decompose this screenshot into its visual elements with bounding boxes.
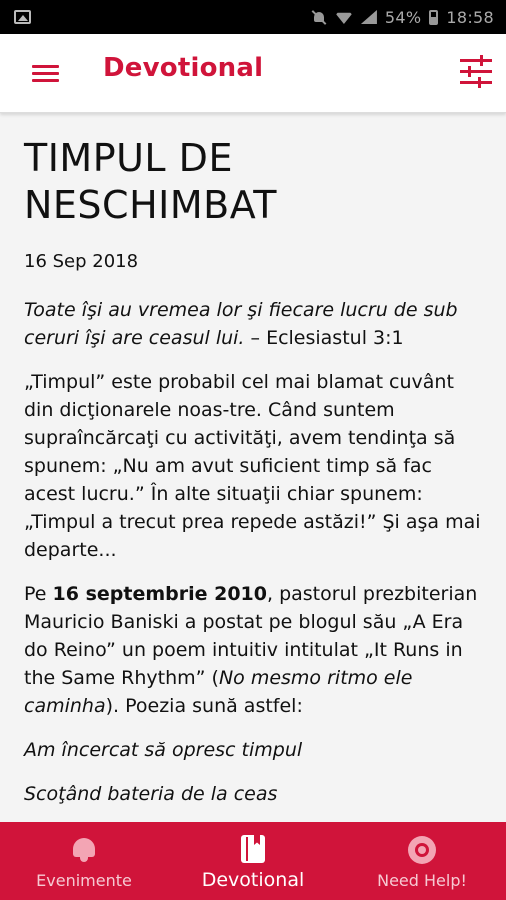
battery-icon [429,10,438,25]
nav-label-devotional: Devotional [201,869,305,891]
image-icon [14,10,31,24]
quote-text: Toate îşi au vremea lor şi fiecare lucru de sub ceruri îşi are ceasul lui. [24,299,458,349]
filter-settings-icon[interactable] [460,57,492,87]
bottom-navigation [0,822,506,900]
bible-quote [24,296,482,352]
paragraph-1: „Timpul” este probabil cel mai blamat cuvânt din dicţionarele noas-tre. Când suntem supraîncărcaţi cu activităţi, avem tendinţa să spunem: „Nu am avut suficient timp să fac acest lucru.” În alte situaţii chiar spunem: „Timpul a trecut prea repede astăzi!” Şi aşa mai departe... [24,371,481,561]
paragraph-2-italic: No mesmo ritmo ele caminha [24,667,413,717]
article-title [24,135,482,229]
bell-icon [69,835,99,865]
paragraph-2-end: ). Poezia sună astfel: [105,695,303,717]
nav-item-devotional[interactable] [169,822,337,900]
nav-label-evenimente: Evenimente [36,871,132,890]
nav-label-need-help: Need Help! [377,871,467,890]
mute-icon [311,9,327,25]
paragraph-2-middle: , pastorul prezbiterian Mauricio Baniski a postat pe blogul său „A Era do Reino” un poem intuitiv intitulat „It Runs in the Same Rhythm” ( [24,583,478,689]
life-ring-icon [407,835,437,865]
menu-icon[interactable] [32,65,59,83]
app-bar [0,34,506,113]
quote-reference: – Eclesiastul 3:1 [244,327,404,349]
nav-item-need-help[interactable] [338,822,506,900]
poem-line-2-text: Scoţând bateria de la ceas [24,783,278,805]
wifi-icon [335,10,353,24]
poem-line-2 [24,780,482,808]
article-title-line-2: NESCHIMBAT [24,183,277,227]
nav-item-evenimente[interactable] [0,822,168,900]
app-title: Devotional [103,53,264,83]
paragraph-2 [24,580,482,720]
poem-line-1-text: Am încercat să opresc timpul [24,739,303,761]
status-icons [311,7,494,27]
status-bar [0,0,506,34]
battery-percent: 54% [384,7,422,27]
poem-line-1 [24,736,482,764]
article-title-line-1: TIMPUL DE [24,136,233,180]
article-date: 16 Sep 2018 [24,251,139,272]
signal-icon [361,10,377,24]
clock: 18:58 [446,7,494,27]
paragraph-2-date: 16 septembrie 2010 [52,583,267,605]
paragraph-2-start: Pe [24,583,53,605]
article-content[interactable] [0,113,506,822]
book-icon [238,835,268,865]
